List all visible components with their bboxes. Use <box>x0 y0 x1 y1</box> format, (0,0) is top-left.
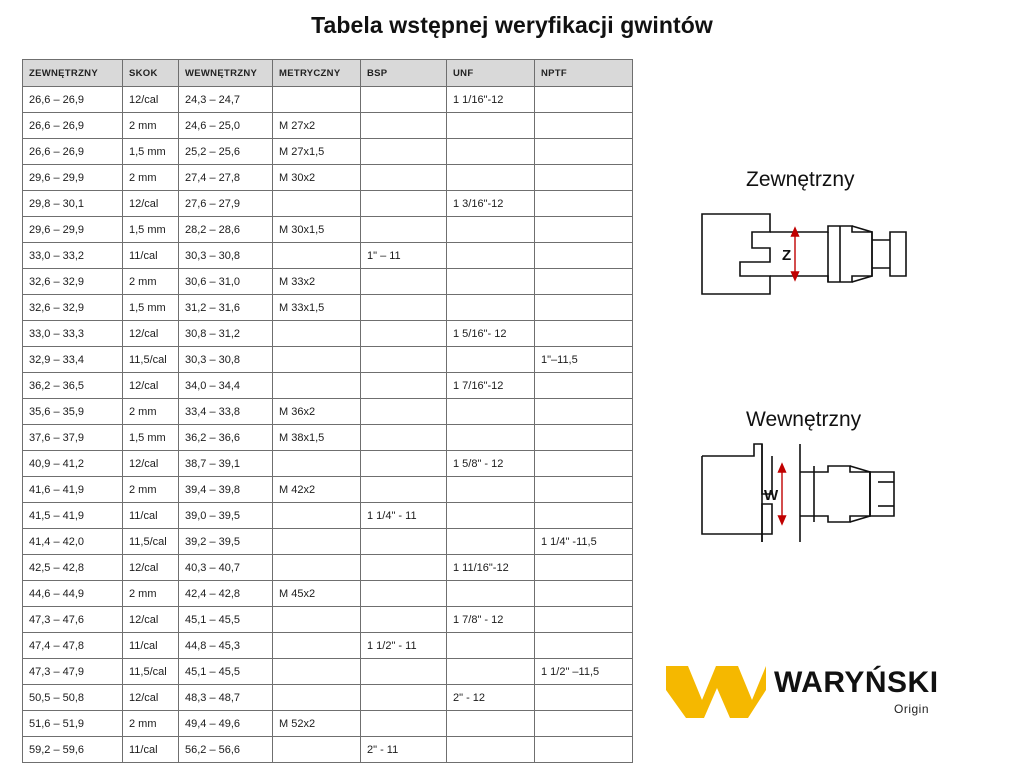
cell-zewnetrzny: 59,2 – 59,6 <box>23 737 123 763</box>
cell-skok: 2 mm <box>123 477 179 503</box>
cell-unf: 1 5/16"- 12 <box>447 321 535 347</box>
cell-zewnetrzny: 29,8 – 30,1 <box>23 191 123 217</box>
cell-nptf <box>535 243 633 269</box>
table-row <box>23 217 633 243</box>
cell-nptf <box>535 477 633 503</box>
cell-zewnetrzny: 50,5 – 50,8 <box>23 685 123 711</box>
cell-bsp <box>361 113 447 139</box>
column-header-zewnetrzny: ZEWNĘTRZNY <box>23 60 123 87</box>
column-header-nptf: NPTF <box>535 60 633 87</box>
cell-wewnetrzny: 30,8 – 31,2 <box>179 321 273 347</box>
cell-metryczny: M 52x2 <box>273 711 361 737</box>
table-row <box>23 165 633 191</box>
cell-unf <box>447 581 535 607</box>
cell-metryczny: M 42x2 <box>273 477 361 503</box>
cell-wewnetrzny: 27,4 – 27,8 <box>179 165 273 191</box>
column-header-unf: UNF <box>447 60 535 87</box>
cell-wewnetrzny: 40,3 – 40,7 <box>179 555 273 581</box>
diagram-internal-drawing <box>700 442 920 557</box>
cell-unf: 1 7/16"-12 <box>447 373 535 399</box>
cell-metryczny: M 30x2 <box>273 165 361 191</box>
cell-nptf: 1"–11,5 <box>535 347 633 373</box>
cell-bsp <box>361 321 447 347</box>
cell-zewnetrzny: 44,6 – 44,9 <box>23 581 123 607</box>
cell-wewnetrzny: 49,4 – 49,6 <box>179 711 273 737</box>
cell-unf <box>447 529 535 555</box>
cell-wewnetrzny: 34,0 – 34,4 <box>179 373 273 399</box>
cell-nptf <box>535 607 633 633</box>
cell-nptf <box>535 555 633 581</box>
cell-zewnetrzny: 40,9 – 41,2 <box>23 451 123 477</box>
table-row <box>23 243 633 269</box>
cell-skok: 12/cal <box>123 191 179 217</box>
cell-metryczny <box>273 607 361 633</box>
table-row <box>23 685 633 711</box>
cell-unf <box>447 269 535 295</box>
cell-bsp <box>361 191 447 217</box>
cell-bsp <box>361 451 447 477</box>
cell-metryczny: M 33x2 <box>273 269 361 295</box>
cell-skok: 12/cal <box>123 321 179 347</box>
cell-metryczny <box>273 243 361 269</box>
cell-bsp <box>361 607 447 633</box>
table-row <box>23 269 633 295</box>
diagram-internal-dimension-label: W <box>764 487 779 504</box>
cell-zewnetrzny: 41,4 – 42,0 <box>23 529 123 555</box>
cell-bsp <box>361 373 447 399</box>
cell-zewnetrzny: 33,0 – 33,2 <box>23 243 123 269</box>
table-row <box>23 607 633 633</box>
cell-metryczny <box>273 529 361 555</box>
cell-unf <box>447 295 535 321</box>
cell-skok: 2 mm <box>123 269 179 295</box>
cell-bsp: 1 1/2" - 11 <box>361 633 447 659</box>
cell-wewnetrzny: 42,4 – 42,8 <box>179 581 273 607</box>
cell-nptf <box>535 113 633 139</box>
cell-unf <box>447 347 535 373</box>
cell-unf <box>447 503 535 529</box>
cell-skok: 12/cal <box>123 555 179 581</box>
cell-metryczny <box>273 659 361 685</box>
cell-unf <box>447 737 535 763</box>
cell-wewnetrzny: 30,6 – 31,0 <box>179 269 273 295</box>
cell-nptf <box>535 269 633 295</box>
cell-metryczny <box>273 373 361 399</box>
cell-unf: 1 7/8" - 12 <box>447 607 535 633</box>
diagram-external-drawing <box>700 202 920 317</box>
table-row <box>23 139 633 165</box>
table-row <box>23 529 633 555</box>
cell-zewnetrzny: 32,6 – 32,9 <box>23 295 123 321</box>
cell-metryczny: M 36x2 <box>273 399 361 425</box>
cell-unf: 1 3/16"-12 <box>447 191 535 217</box>
cell-skok: 1,5 mm <box>123 139 179 165</box>
cell-wewnetrzny: 56,2 – 56,6 <box>179 737 273 763</box>
diagram-internal-title: Wewnętrzny <box>746 408 862 431</box>
cell-bsp <box>361 399 447 425</box>
cell-nptf <box>535 503 633 529</box>
logo-tagline: Origin <box>894 702 930 716</box>
column-header-metryczny: METRYCZNY <box>273 60 361 87</box>
cell-bsp: 1" – 11 <box>361 243 447 269</box>
column-header-wewnetrzny: WEWNĘTRZNY <box>179 60 273 87</box>
table-row <box>23 113 633 139</box>
table-row <box>23 503 633 529</box>
cell-skok: 12/cal <box>123 87 179 113</box>
cell-skok: 11,5/cal <box>123 659 179 685</box>
cell-unf <box>447 165 535 191</box>
column-header-bsp: BSP <box>361 60 447 87</box>
cell-unf <box>447 633 535 659</box>
cell-wewnetrzny: 38,7 – 39,1 <box>179 451 273 477</box>
diagram-external-dimension-label: Z <box>782 247 792 264</box>
cell-zewnetrzny: 47,3 – 47,6 <box>23 607 123 633</box>
table-row <box>23 87 633 113</box>
cell-nptf <box>535 217 633 243</box>
cell-skok: 12/cal <box>123 607 179 633</box>
cell-wewnetrzny: 36,2 – 36,6 <box>179 425 273 451</box>
cell-metryczny: M 27x1,5 <box>273 139 361 165</box>
cell-metryczny: M 27x2 <box>273 113 361 139</box>
cell-skok: 2 mm <box>123 165 179 191</box>
cell-wewnetrzny: 24,3 – 24,7 <box>179 87 273 113</box>
cell-bsp <box>361 685 447 711</box>
waryn-w-mark-icon <box>662 660 772 722</box>
cell-skok: 2 mm <box>123 113 179 139</box>
cell-metryczny <box>273 633 361 659</box>
cell-skok: 2 mm <box>123 581 179 607</box>
table-row <box>23 633 633 659</box>
table <box>22 59 633 763</box>
diagram-internal <box>700 408 1000 557</box>
cell-zewnetrzny: 26,6 – 26,9 <box>23 139 123 165</box>
cell-bsp <box>361 87 447 113</box>
cell-unf: 2" - 12 <box>447 685 535 711</box>
cell-zewnetrzny: 33,0 – 33,3 <box>23 321 123 347</box>
cell-wewnetrzny: 27,6 – 27,9 <box>179 191 273 217</box>
cell-bsp <box>361 555 447 581</box>
cell-nptf <box>535 321 633 347</box>
page-title: Tabela wstępnej weryfikacji gwintów <box>311 12 713 38</box>
cell-metryczny <box>273 503 361 529</box>
cell-nptf <box>535 425 633 451</box>
cell-zewnetrzny: 26,6 – 26,9 <box>23 113 123 139</box>
table-row <box>23 347 633 373</box>
table-row <box>23 477 633 503</box>
cell-bsp <box>361 217 447 243</box>
company-logo <box>662 660 992 730</box>
diagram-external <box>700 168 1000 317</box>
cell-unf <box>447 217 535 243</box>
cell-nptf <box>535 139 633 165</box>
cell-skok: 11/cal <box>123 503 179 529</box>
cell-skok: 11,5/cal <box>123 347 179 373</box>
cell-zewnetrzny: 35,6 – 35,9 <box>23 399 123 425</box>
cell-nptf <box>535 451 633 477</box>
cell-metryczny <box>273 321 361 347</box>
cell-nptf <box>535 87 633 113</box>
cell-skok: 1,5 mm <box>123 295 179 321</box>
cell-bsp <box>361 139 447 165</box>
cell-zewnetrzny: 42,5 – 42,8 <box>23 555 123 581</box>
cell-bsp <box>361 477 447 503</box>
cell-unf <box>447 477 535 503</box>
cell-metryczny <box>273 347 361 373</box>
cell-nptf: 1 1/4" -11,5 <box>535 529 633 555</box>
cell-metryczny <box>273 451 361 477</box>
cell-skok: 2 mm <box>123 711 179 737</box>
cell-zewnetrzny: 32,6 – 32,9 <box>23 269 123 295</box>
cell-zewnetrzny: 37,6 – 37,9 <box>23 425 123 451</box>
cell-wewnetrzny: 44,8 – 45,3 <box>179 633 273 659</box>
cell-metryczny <box>273 555 361 581</box>
cell-skok: 1,5 mm <box>123 217 179 243</box>
cell-wewnetrzny: 45,1 – 45,5 <box>179 659 273 685</box>
cell-wewnetrzny: 39,4 – 39,8 <box>179 477 273 503</box>
cell-zewnetrzny: 51,6 – 51,9 <box>23 711 123 737</box>
cell-unf <box>447 243 535 269</box>
cell-unf <box>447 139 535 165</box>
cell-metryczny <box>273 685 361 711</box>
cell-zewnetrzny: 47,4 – 47,8 <box>23 633 123 659</box>
cell-metryczny <box>273 191 361 217</box>
cell-wewnetrzny: 30,3 – 30,8 <box>179 243 273 269</box>
table-header-row <box>23 60 633 87</box>
cell-wewnetrzny: 48,3 – 48,7 <box>179 685 273 711</box>
cell-skok: 1,5 mm <box>123 425 179 451</box>
cell-unf: 1 11/16"-12 <box>447 555 535 581</box>
cell-metryczny <box>273 737 361 763</box>
cell-zewnetrzny: 47,3 – 47,9 <box>23 659 123 685</box>
cell-metryczny: M 38x1,5 <box>273 425 361 451</box>
table-row <box>23 373 633 399</box>
cell-metryczny: M 33x1,5 <box>273 295 361 321</box>
cell-zewnetrzny: 32,9 – 33,4 <box>23 347 123 373</box>
cell-bsp <box>361 295 447 321</box>
cell-wewnetrzny: 30,3 – 30,8 <box>179 347 273 373</box>
table-row <box>23 659 633 685</box>
cell-metryczny <box>273 87 361 113</box>
table-body <box>23 87 633 763</box>
cell-skok: 12/cal <box>123 685 179 711</box>
cell-wewnetrzny: 25,2 – 25,6 <box>179 139 273 165</box>
cell-bsp <box>361 711 447 737</box>
table-row <box>23 555 633 581</box>
cell-unf <box>447 113 535 139</box>
table-row <box>23 399 633 425</box>
cell-zewnetrzny: 36,2 – 36,5 <box>23 373 123 399</box>
cell-nptf <box>535 399 633 425</box>
cell-unf <box>447 399 535 425</box>
cell-nptf <box>535 711 633 737</box>
cell-bsp: 1 1/4" - 11 <box>361 503 447 529</box>
cell-wewnetrzny: 45,1 – 45,5 <box>179 607 273 633</box>
cell-bsp <box>361 165 447 191</box>
cell-wewnetrzny: 31,2 – 31,6 <box>179 295 273 321</box>
cell-bsp <box>361 529 447 555</box>
table-row <box>23 451 633 477</box>
cell-wewnetrzny: 28,2 – 28,6 <box>179 217 273 243</box>
cell-skok: 11,5/cal <box>123 529 179 555</box>
logo-wordmark: WARYŃSKI <box>774 666 939 699</box>
cell-nptf <box>535 165 633 191</box>
table-row <box>23 295 633 321</box>
cell-bsp <box>361 347 447 373</box>
table-row <box>23 425 633 451</box>
cell-nptf <box>535 685 633 711</box>
cell-skok: 11/cal <box>123 243 179 269</box>
cell-unf <box>447 711 535 737</box>
table-row <box>23 581 633 607</box>
table-row <box>23 711 633 737</box>
cell-unf: 1 5/8" - 12 <box>447 451 535 477</box>
table-row <box>23 321 633 347</box>
cell-unf: 1 1/16"-12 <box>447 87 535 113</box>
cell-zewnetrzny: 41,6 – 41,9 <box>23 477 123 503</box>
cell-zewnetrzny: 41,5 – 41,9 <box>23 503 123 529</box>
cell-wewnetrzny: 39,0 – 39,5 <box>179 503 273 529</box>
cell-zewnetrzny: 29,6 – 29,9 <box>23 165 123 191</box>
cell-nptf <box>535 633 633 659</box>
cell-bsp <box>361 269 447 295</box>
cell-nptf <box>535 373 633 399</box>
cell-metryczny: M 30x1,5 <box>273 217 361 243</box>
cell-skok: 11/cal <box>123 633 179 659</box>
cell-skok: 11/cal <box>123 737 179 763</box>
cell-skok: 2 mm <box>123 399 179 425</box>
cell-bsp: 2" - 11 <box>361 737 447 763</box>
cell-unf <box>447 425 535 451</box>
cell-zewnetrzny: 26,6 – 26,9 <box>23 87 123 113</box>
cell-skok: 12/cal <box>123 451 179 477</box>
cell-nptf <box>535 295 633 321</box>
thread-verification-table <box>22 59 632 763</box>
table-row <box>23 737 633 763</box>
column-header-skok: SKOK <box>123 60 179 87</box>
cell-nptf <box>535 737 633 763</box>
cell-nptf <box>535 191 633 217</box>
cell-metryczny: M 45x2 <box>273 581 361 607</box>
cell-skok: 12/cal <box>123 373 179 399</box>
cell-bsp <box>361 659 447 685</box>
cell-unf <box>447 659 535 685</box>
diagram-external-title: Zewnętrzny <box>746 168 855 191</box>
cell-nptf: 1 1/2" –11,5 <box>535 659 633 685</box>
cell-bsp <box>361 425 447 451</box>
table-row <box>23 191 633 217</box>
cell-wewnetrzny: 39,2 – 39,5 <box>179 529 273 555</box>
cell-bsp <box>361 581 447 607</box>
cell-wewnetrzny: 33,4 – 33,8 <box>179 399 273 425</box>
cell-wewnetrzny: 24,6 – 25,0 <box>179 113 273 139</box>
cell-nptf <box>535 581 633 607</box>
cell-zewnetrzny: 29,6 – 29,9 <box>23 217 123 243</box>
